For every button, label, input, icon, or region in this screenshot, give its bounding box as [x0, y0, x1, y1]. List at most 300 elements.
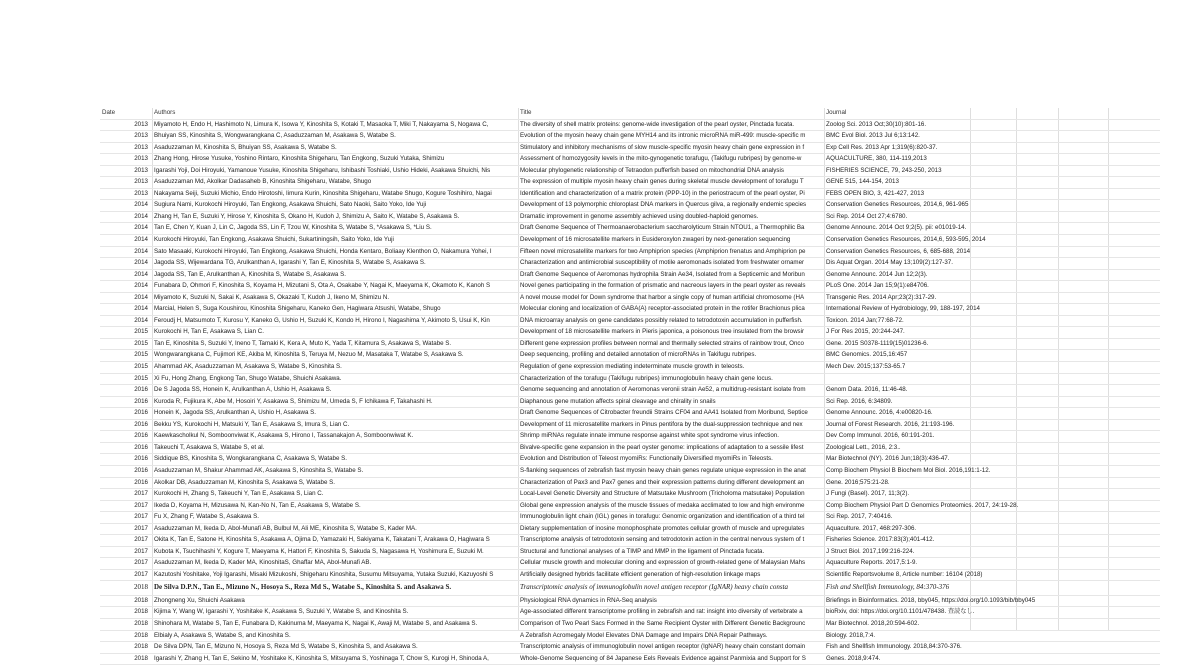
cell-journal[interactable]: Fisheries Science. 2017:83(3);401-412. [824, 535, 970, 547]
empty-cell[interactable] [1016, 281, 1058, 293]
cell-journal[interactable]: Aquaculture. 2017, 468:297-306. [824, 523, 970, 535]
cell-date[interactable]: 2016 [100, 385, 152, 397]
cell-authors[interactable]: Ahammad AK, Asaduzzaman M, Asakawa S, Watabe S, Kinoshita S. [152, 362, 518, 374]
empty-cell[interactable] [970, 546, 1016, 558]
empty-cell[interactable] [970, 477, 1016, 489]
empty-cell[interactable] [1108, 292, 1160, 304]
cell-title[interactable]: Characterization and antimicrobial susceptibility of motile aeromonads isolated from freshwater ornamer [518, 258, 824, 270]
empty-cell[interactable] [1016, 142, 1058, 154]
empty-cell[interactable] [1108, 246, 1160, 258]
cell-authors[interactable]: Tan E, Kinoshita S, Suzuki Y, Ineno T, Tamaki K, Kera A, Muto K, Yada T, Kitamura S, Asakawa S, Watabe S. [152, 338, 518, 350]
cell-journal[interactable]: Sci Rep. 2017, 7:40416. [824, 512, 970, 524]
empty-cell[interactable] [1108, 131, 1160, 143]
empty-cell[interactable] [1016, 177, 1058, 189]
empty-cell[interactable] [1016, 465, 1058, 477]
empty-cell[interactable] [970, 385, 1016, 397]
empty-cell[interactable] [970, 108, 1016, 119]
cell-date[interactable]: 2015 [100, 327, 152, 339]
empty-cell[interactable] [1058, 188, 1108, 200]
cell-date[interactable]: 2014 [100, 258, 152, 270]
cell-title[interactable]: Characterization of the torafugu (Takifugu rubripes) immunoglobulin heavy chain gene locus. [518, 373, 824, 385]
empty-cell[interactable] [1016, 619, 1058, 631]
empty-cell[interactable] [1016, 607, 1058, 619]
empty-cell[interactable] [1016, 642, 1058, 654]
cell-authors[interactable]: Kurokochi H, Zhang S, Takeuchi Y, Tan E, Asakawa S, Lian C. [152, 489, 518, 501]
empty-cell[interactable] [1016, 327, 1058, 339]
empty-cell[interactable] [1016, 385, 1058, 397]
cell-authors[interactable]: Xi Fu, Hong Zhang, Engkong Tan, Shugo Watabe, Shuichi Asakawa. [152, 373, 518, 385]
cell-journal[interactable]: Dev Comp Immunol. 2016, 60:191-201. [824, 431, 970, 443]
cell-title[interactable]: S-flanking sequences of zebrafish fast myosin heavy chain genes regulate unique expression in the anat [518, 465, 824, 477]
cell-title[interactable]: Artificially designed hybrids facilitate efficient generation of high-resolution linkage maps [518, 569, 824, 581]
cell-title[interactable]: Evolution and Distribution of Teleost myomiRs: Functionally Diversified myomiRs in Teleosts. [518, 454, 824, 466]
empty-cell[interactable] [970, 246, 1016, 258]
empty-cell[interactable] [1016, 315, 1058, 327]
empty-cell[interactable] [1016, 558, 1058, 570]
cell-journal[interactable]: BMC Genomics. 2015,16:457 [824, 350, 970, 362]
empty-cell[interactable] [970, 362, 1016, 374]
cell-title[interactable]: Stimulatory and inhibitory mechanisms of slow muscle-specific myosin heavy chain gene expression in f [518, 142, 824, 154]
cell-authors[interactable]: Miyamoto H, Endo H, Hashimoto N, Limura K, Isowa Y, Kinoshita S, Kotaki T, Masaoka T, Miki T, Nakayama S, Nogawa C, [152, 119, 518, 131]
cell-authors[interactable]: De S Jagoda SS, Honein K, Arulkanthan A, Ushio H, Asakawa S. [152, 385, 518, 397]
empty-cell[interactable] [1016, 454, 1058, 466]
cell-authors[interactable]: Asaduzzaman Md, Akolkar Dadasaheb B, Kinoshita Shigeharu, Watabe, Shugo [152, 177, 518, 189]
cell-authors[interactable]: De Silva D.P.N., Tan E., Mizuno N., Hosoya S., Reza Md S., Watabe S., Kinoshita S. and Asakawa S. [152, 581, 518, 596]
empty-cell[interactable] [1108, 315, 1160, 327]
cell-authors[interactable]: Asaduzzaman M, Ikeda D, Abol-Munafi AB, Bulbul M, Ali ME, Kinoshita S, Watabe S, Kader MA. [152, 523, 518, 535]
empty-cell[interactable] [1058, 630, 1108, 642]
cell-authors[interactable]: Ikeda D, Koyama H, Mizusawa N, Kan-No N, Tan E, Asakawa S, Watabe S. [152, 500, 518, 512]
cell-date[interactable]: 2016 [100, 419, 152, 431]
cell-date[interactable]: 2016 [100, 454, 152, 466]
header-authors[interactable]: Authors [152, 108, 518, 119]
cell-title[interactable]: Draft Genome Sequence of Aeromonas hydrophila Strain Ae34, Isolated from a Septicemic and Moribun [518, 269, 824, 281]
empty-cell[interactable] [1016, 362, 1058, 374]
cell-title[interactable]: Genome sequencing and annotation of Aeromonas veronii strain Ae52, a multidrug-resistant isolate from [518, 385, 824, 397]
cell-date[interactable]: 2016 [100, 408, 152, 420]
cell-title[interactable]: Cellular muscle growth and molecular cloning and expression of growth-related gene of Malaysian Mahs [518, 558, 824, 570]
empty-cell[interactable] [1058, 373, 1108, 385]
empty-cell[interactable] [1058, 362, 1108, 374]
empty-cell[interactable] [970, 327, 1016, 339]
cell-title[interactable]: Molecular phylogenetic relationship of Tetraodon pufferfish based on mitochondrial DNA analysis [518, 165, 824, 177]
cell-date[interactable]: 2016 [100, 442, 152, 454]
empty-cell[interactable] [1108, 512, 1160, 524]
cell-date[interactable]: 2014 [100, 304, 152, 316]
empty-cell[interactable] [1058, 569, 1108, 581]
cell-journal[interactable]: Genome Announc. 2014 Oct 9;2(5). pii: e01019-14. [824, 223, 970, 235]
empty-cell[interactable] [970, 211, 1016, 223]
empty-cell[interactable] [1108, 569, 1160, 581]
empty-cell[interactable] [1058, 211, 1108, 223]
cell-authors[interactable]: Zhang Hong, Hirose Yusuke, Yoshino Rintaro, Kinoshita Shigeharu, Tan Engkong, Suzuki Yutaka, Shimizu [152, 154, 518, 166]
cell-title[interactable]: Whole-Genome Sequencing of 84 Japanese Eels Reveals Evidence against Panmixia and Support for S [518, 653, 824, 665]
cell-date[interactable]: 2018 [100, 581, 152, 596]
cell-journal[interactable]: Genom Data. 2016, 11:46-48. [824, 385, 970, 397]
empty-cell[interactable] [1108, 165, 1160, 177]
cell-authors[interactable]: Bhuiyan SS, Kinoshita S, Wongwarangkana C, Asaduzzaman M, Asakawa S, Watabe S. [152, 131, 518, 143]
cell-journal[interactable]: Scientific Reportsvolume 8, Article number: 16104 (2018) [824, 569, 970, 581]
empty-cell[interactable] [1016, 292, 1058, 304]
empty-cell[interactable] [1058, 619, 1108, 631]
cell-date[interactable]: 2014 [100, 315, 152, 327]
empty-cell[interactable] [1058, 350, 1108, 362]
cell-journal[interactable]: J For Res 2015, 20:244-247. [824, 327, 970, 339]
empty-cell[interactable] [1058, 246, 1108, 258]
cell-authors[interactable]: Kurokochi H, Tan E, Asakawa S, Lian C. [152, 327, 518, 339]
empty-cell[interactable] [970, 154, 1016, 166]
cell-authors[interactable]: Feroudj H, Matsumoto T, Kurosu Y, Kaneko G, Ushio H, Suzuki K, Kondo H, Hirono I, Nagashima Y, Akimoto S, Usui K, Kin [152, 315, 518, 327]
cell-date[interactable]: 2014 [100, 269, 152, 281]
empty-cell[interactable] [970, 281, 1016, 293]
cell-title[interactable]: Regulation of gene expression mediating indeterminate muscle growth in teleosts. [518, 362, 824, 374]
empty-cell[interactable] [1058, 385, 1108, 397]
cell-journal[interactable]: Transgenic Res. 2014 Apr;23(2):317-29. [824, 292, 970, 304]
cell-journal[interactable]: Aquaculture Reports. 2017,5:1-9. [824, 558, 970, 570]
cell-title[interactable]: Diaphanous gene mutation affects spiral cleavage and chirality in snails [518, 396, 824, 408]
cell-date[interactable]: 2016 [100, 465, 152, 477]
empty-cell[interactable] [1058, 108, 1108, 119]
cell-authors[interactable]: Shinohara M, Watabe S, Tan E, Funabara D, Kakinuma M, Maeyama K, Nagai K, Awaji M, Watabe S, and Asakawa S. [152, 619, 518, 631]
cell-date[interactable]: 2013 [100, 142, 152, 154]
cell-date[interactable]: 2013 [100, 177, 152, 189]
empty-cell[interactable] [1016, 512, 1058, 524]
cell-authors[interactable]: Miyamoto K, Suzuki N, Sakai K, Asakawa S, Okazaki T, Kudoh J, Ikeno M, Shimizu N. [152, 292, 518, 304]
empty-cell[interactable] [1108, 431, 1160, 443]
empty-cell[interactable] [1108, 200, 1160, 212]
cell-title[interactable]: Bivalve-specific gene expansion in the pearl oyster genome: implications of adaptation to a sessile lifest [518, 442, 824, 454]
empty-cell[interactable] [970, 558, 1016, 570]
cell-journal[interactable]: FISHERIES SCIENCE, 79, 243-250, 2013 [824, 165, 970, 177]
empty-cell[interactable] [1016, 188, 1058, 200]
cell-journal[interactable]: International Review of Hydrobiology, 99, 188-197, 2014 [824, 304, 970, 316]
empty-cell[interactable] [1058, 500, 1108, 512]
cell-date[interactable]: 2017 [100, 489, 152, 501]
empty-cell[interactable] [970, 642, 1016, 654]
cell-journal[interactable]: Mar Biotechnol (NY). 2016 Jun;18(3):436-47. [824, 454, 970, 466]
empty-cell[interactable] [1058, 512, 1108, 524]
cell-authors[interactable]: De Silva DPN, Tan E, Mizuno N, Hosoya S, Reza Md S, Watabe S, Kinoshita S, and Asakawa S. [152, 642, 518, 654]
cell-authors[interactable]: Zhongneng Xu, Shuichi Asakawa [152, 595, 518, 607]
empty-cell[interactable] [970, 165, 1016, 177]
empty-cell[interactable] [1108, 500, 1160, 512]
empty-cell[interactable] [1058, 154, 1108, 166]
empty-cell[interactable] [1108, 258, 1160, 270]
empty-cell[interactable] [1108, 211, 1160, 223]
cell-authors[interactable]: Asaduzzaman M, Shakur Ahammad AK, Asakawa S, Kinoshita S, Watabe S. [152, 465, 518, 477]
empty-cell[interactable] [1058, 315, 1108, 327]
empty-cell[interactable] [970, 630, 1016, 642]
empty-cell[interactable] [1108, 362, 1160, 374]
empty-cell[interactable] [970, 619, 1016, 631]
cell-authors[interactable]: Igarashi Yoji, Doi Hiroyuki, Yamanoue Yusuke, Kinoshita Shigeharu, Ishibashi Toshiaki, Ushio Hideki, Asakawa Shuichi, Nis [152, 165, 518, 177]
empty-cell[interactable] [1016, 396, 1058, 408]
cell-title[interactable]: The expression of multiple myosin heavy chain genes during skeletal muscle development of torafugu T [518, 177, 824, 189]
empty-cell[interactable] [1058, 454, 1108, 466]
empty-cell[interactable] [970, 581, 1016, 596]
cell-date[interactable]: 2013 [100, 119, 152, 131]
empty-cell[interactable] [1108, 142, 1160, 154]
cell-title[interactable]: DNA microarray analysis on gene candidates possibly related to tetrodotoxin accumulation in pufferfish. [518, 315, 824, 327]
cell-title[interactable]: Development of 16 microsatellite markers in Eusideroxylon zwageri by next-generation sequencing [518, 235, 824, 247]
empty-cell[interactable] [970, 131, 1016, 143]
empty-cell[interactable] [1058, 642, 1108, 654]
empty-cell[interactable] [1058, 595, 1108, 607]
empty-cell[interactable] [970, 442, 1016, 454]
empty-cell[interactable] [1058, 119, 1108, 131]
empty-cell[interactable] [1058, 558, 1108, 570]
empty-cell[interactable] [1016, 581, 1058, 596]
cell-date[interactable]: 2018 [100, 642, 152, 654]
empty-cell[interactable] [1108, 419, 1160, 431]
empty-cell[interactable] [1058, 465, 1108, 477]
empty-cell[interactable] [970, 177, 1016, 189]
cell-journal[interactable]: Exp Cell Res. 2013 Apr 1;319(6):820-37. [824, 142, 970, 154]
cell-title[interactable]: A novel mouse model for Down syndrome that harbor a single copy of human artificial chromosome (HA [518, 292, 824, 304]
empty-cell[interactable] [1016, 223, 1058, 235]
cell-title[interactable]: Age-associated different transcriptome profiling in zebrafish and rat: insight into diversity of vertebrate a [518, 607, 824, 619]
cell-journal[interactable]: Zoological Lett., 2016, 2:3.. [824, 442, 970, 454]
cell-authors[interactable]: Jagoda SS, Wijewardana TG, Arulkanthan A, Igarashi Y, Tan E, Kinoshita S, Watabe S, Asakawa S. [152, 258, 518, 270]
cell-authors[interactable]: Nakayama Seiji, Suzuki Michio, Endo Hirotoshi, Iimura Kurin, Kinoshita Shigeharu, Watabe Shugo, Kogure Toshihiro, Nagai [152, 188, 518, 200]
cell-title[interactable]: Structural and functional analyses of a TIMP and MMP in the ligament of Pinctada fucata. [518, 546, 824, 558]
cell-journal[interactable]: Genes. 2018,9:474. [824, 653, 970, 665]
cell-journal[interactable]: Comp Biochem Physiol Part D Genomics Proteomics. 2017, 24:19-28. [824, 500, 970, 512]
cell-date[interactable]: 2014 [100, 281, 152, 293]
empty-cell[interactable] [1016, 200, 1058, 212]
empty-cell[interactable] [1108, 235, 1160, 247]
cell-date[interactable]: 2015 [100, 350, 152, 362]
cell-authors[interactable]: Takeuchi T, Asakawa S, Watabe S, et al. [152, 442, 518, 454]
empty-cell[interactable] [1016, 108, 1058, 119]
cell-date[interactable]: 2014 [100, 292, 152, 304]
cell-date[interactable]: 2013 [100, 154, 152, 166]
cell-date[interactable]: 2017 [100, 569, 152, 581]
empty-cell[interactable] [970, 396, 1016, 408]
empty-cell[interactable] [1058, 431, 1108, 443]
cell-title[interactable]: Transcriptome analysis of tetrodotoxin sensing and tetrodotoxin action in the central nervous system of t [518, 535, 824, 547]
empty-cell[interactable] [1108, 619, 1160, 631]
empty-cell[interactable] [1016, 489, 1058, 501]
cell-title[interactable]: Molecular cloning and localization of GABA(A) receptor-associated protein in the rotifer Brachionus plica [518, 304, 824, 316]
cell-authors[interactable]: Kaewkascholkul N, Somboonviwat K, Asakawa S, Hirono I, Tassanakajon A, Somboonwiwat K. [152, 431, 518, 443]
empty-cell[interactable] [1108, 581, 1160, 596]
cell-authors[interactable]: Kuroda R, Fujikura K, Abe M, Hosoiri Y, Asakawa S, Shimizu M, Umeda S, F Ichikawa F, Takahashi H. [152, 396, 518, 408]
empty-cell[interactable] [970, 292, 1016, 304]
empty-cell[interactable] [970, 188, 1016, 200]
cell-title[interactable]: Draft Genome Sequences of Citrobacter freundii Strains CF04 and AA41 Isolated from Moribund, Septice [518, 408, 824, 420]
empty-cell[interactable] [1016, 131, 1058, 143]
empty-cell[interactable] [970, 223, 1016, 235]
cell-date[interactable]: 2014 [100, 200, 152, 212]
cell-journal[interactable]: Sci Rep. 2014 Oct 27;4:6780. [824, 211, 970, 223]
empty-cell[interactable] [1108, 454, 1160, 466]
empty-cell[interactable] [1058, 489, 1108, 501]
header-title[interactable]: Title [518, 108, 824, 119]
empty-cell[interactable] [1016, 119, 1058, 131]
cell-title[interactable]: Transcriptomic analysis of immunoglobulin novel antigen receptor (IgNAR) heavy chain consta [518, 581, 824, 596]
empty-cell[interactable] [1108, 350, 1160, 362]
empty-cell[interactable] [970, 315, 1016, 327]
cell-authors[interactable]: Akolkar DB, Asaduzzaman M, Kinoshita S, Asakawa S, Watabe S. [152, 477, 518, 489]
cell-authors[interactable]: Sato Masaaki, Kurokochi Hiroyuki, Tan Engkong, Asakawa Shuichi, Honda Kentaro, Boliaay Klenthon O, Nakamura Yohei, I [152, 246, 518, 258]
cell-date[interactable]: 2018 [100, 595, 152, 607]
empty-cell[interactable] [1016, 523, 1058, 535]
cell-date[interactable]: 2015 [100, 338, 152, 350]
cell-authors[interactable]: Asaduzzaman M, Kinoshita S, Bhuiyan SS, Asakawa S, Watabe S. [152, 142, 518, 154]
empty-cell[interactable] [970, 431, 1016, 443]
cell-title[interactable]: Different gene expression profiles between normal and thermally selected strains of rainbow trout, Onco [518, 338, 824, 350]
cell-journal[interactable]: GENE 515, 144-154, 2013 [824, 177, 970, 189]
cell-date[interactable]: 2018 [100, 630, 152, 642]
cell-authors[interactable]: Igarashi Y, Zhang H, Tan E, Sekino M, Yoshitake K, Kinoshita S, Mitsuyama S, Yoshinaga T, Chow S, Kurogi H, Shinoda A, [152, 653, 518, 665]
cell-date[interactable]: 2017 [100, 558, 152, 570]
cell-title[interactable]: Development of 11 microsatellite markers in Pinus pentifora by the dual-suppression technique and nex [518, 419, 824, 431]
empty-cell[interactable] [1016, 235, 1058, 247]
empty-cell[interactable] [1016, 373, 1058, 385]
empty-cell[interactable] [1016, 350, 1058, 362]
cell-journal[interactable]: Zoolog Sci. 2013 Oct;30(10):801-16. [824, 119, 970, 131]
cell-journal[interactable]: Briefings in Bioinformatics. 2018, bby045, https://doi.org/10.1093/bib/bby045 [824, 595, 970, 607]
empty-cell[interactable] [1016, 569, 1058, 581]
empty-cell[interactable] [1016, 546, 1058, 558]
cell-authors[interactable]: Zhang H, Tan E, Suzuki Y, Hirose Y, Kinoshita S, Okano H, Kudoh J, Shimizu A, Saito K, Watabe S, Asakawa S. [152, 211, 518, 223]
empty-cell[interactable] [970, 408, 1016, 420]
empty-cell[interactable] [1058, 177, 1108, 189]
empty-cell[interactable] [1058, 200, 1108, 212]
cell-date[interactable]: 2016 [100, 477, 152, 489]
empty-cell[interactable] [1016, 269, 1058, 281]
empty-cell[interactable] [1058, 546, 1108, 558]
empty-cell[interactable] [1108, 373, 1160, 385]
empty-cell[interactable] [1108, 595, 1160, 607]
cell-authors[interactable]: Tan E, Chen Y, Kuan J, Lin C, Jagoda SS, Lin F, Tzou W, Kinoshita S, Watabe S, *Asakawa S, *Liu S. [152, 223, 518, 235]
cell-authors[interactable]: Jagoda SS, Tan E, Arulkanthan A, Kinoshita S, Watabe S, Asakawa S. [152, 269, 518, 281]
cell-journal[interactable]: Gene. 2015 S0378-1119(15)01236-6. [824, 338, 970, 350]
empty-cell[interactable] [1108, 385, 1160, 397]
cell-journal[interactable]: Conservation Genetics Resources, 6, 685-688, 2014 [824, 246, 970, 258]
header-journal[interactable]: Journal [824, 108, 970, 119]
empty-cell[interactable] [1108, 108, 1160, 119]
cell-journal[interactable]: Conservation Genetics Resources, 2014,6, 593-595, 2014 [824, 235, 970, 247]
cell-authors[interactable]: Honein K, Jagoda SS, Arulkanthan A, Ushio H, Asakawa S. [152, 408, 518, 420]
cell-title[interactable]: Characterization of Pax3 and Pax7 genes and their expression patterns during different development an [518, 477, 824, 489]
empty-cell[interactable] [1058, 581, 1108, 596]
empty-cell[interactable] [1016, 442, 1058, 454]
empty-cell[interactable] [1058, 281, 1108, 293]
empty-cell[interactable] [1058, 304, 1108, 316]
cell-date[interactable]: 2017 [100, 535, 152, 547]
empty-cell[interactable] [1058, 396, 1108, 408]
cell-journal[interactable]: bioRxiv, doi: https://doi.org/10.1101/478438. 査読なし. [824, 607, 970, 619]
empty-cell[interactable] [1058, 653, 1108, 665]
cell-authors[interactable]: Sugiura Nami, Kurokochi Hiroyuki, Tan Engkong, Asakawa Shuichi, Sato Naoki, Saito Yoko, Ide Yuji [152, 200, 518, 212]
cell-title[interactable]: Physiological RNA dynamics in RNA-Seq analysis [518, 595, 824, 607]
empty-cell[interactable] [1108, 119, 1160, 131]
cell-title[interactable]: Assessment of homozygosity levels in the mito-gynogenetic torafugu, (Takifugu rubripes) by genome-w [518, 154, 824, 166]
cell-title[interactable]: Local-Level Genetic Diversity and Structure of Matsutake Mushroom (Tricholoma matsutake) Population [518, 489, 824, 501]
empty-cell[interactable] [1108, 188, 1160, 200]
empty-cell[interactable] [970, 338, 1016, 350]
empty-cell[interactable] [1058, 477, 1108, 489]
cell-date[interactable]: 2017 [100, 512, 152, 524]
cell-authors[interactable]: Wongwarangkana C, Fujimori KE, Akiba M, Kinoshita S, Teruya M, Nezuo M, Masataka T, Watabe S, Asakawa S. [152, 350, 518, 362]
cell-title[interactable]: A Zebrafish Acromegaly Model Elevates DNA Damage and Impairs DNA Repair Pathways. [518, 630, 824, 642]
empty-cell[interactable] [1058, 327, 1108, 339]
cell-journal[interactable]: Dis Aquat Organ. 2014 May 13;109(2):127-37. [824, 258, 970, 270]
cell-journal[interactable]: AQUACULTURE, 380, 114-119,2013 [824, 154, 970, 166]
cell-authors[interactable]: Fu X, Zhang F, Watabe S, Asakawa S. [152, 512, 518, 524]
cell-date[interactable]: 2015 [100, 373, 152, 385]
empty-cell[interactable] [1058, 523, 1108, 535]
empty-cell[interactable] [970, 350, 1016, 362]
empty-cell[interactable] [1108, 607, 1160, 619]
cell-title[interactable]: Global gene expression analysis of the muscle tissues of medaka acclimated to low and high environme [518, 500, 824, 512]
cell-authors[interactable]: Siddique BS, Kinoshita S, Wongkarangkana C, Asakawa S, Watabe S. [152, 454, 518, 466]
cell-authors[interactable]: Okita K, Tan E, Satone H, Kinoshita S, Asakawa A, Ojima D, Yamazaki H, Sakiyama K, Takatani T, Arakawa O, Hagiwara S [152, 535, 518, 547]
cell-date[interactable]: 2016 [100, 431, 152, 443]
empty-cell[interactable] [970, 119, 1016, 131]
cell-journal[interactable]: Journal of Forest Research. 2016, 21:193-196. [824, 419, 970, 431]
empty-cell[interactable] [1108, 489, 1160, 501]
empty-cell[interactable] [1016, 431, 1058, 443]
empty-cell[interactable] [1108, 177, 1160, 189]
empty-cell[interactable] [970, 523, 1016, 535]
cell-date[interactable]: 2018 [100, 653, 152, 665]
cell-title[interactable]: Draft Genome Sequence of Thermoanaerobacterium saccharolyticum Strain NTOU1, a Thermophilic Ba [518, 223, 824, 235]
cell-title[interactable]: Shrimp miRNAs regulate innate immune response against white spot syndrome virus infection. [518, 431, 824, 443]
cell-date[interactable]: 2013 [100, 131, 152, 143]
cell-journal[interactable]: Sci Rep. 2016, 6:34809. [824, 396, 970, 408]
empty-cell[interactable] [1108, 642, 1160, 654]
empty-cell[interactable] [1108, 546, 1160, 558]
cell-journal[interactable]: Genome Announc. 2014 Jun 12;2(3). [824, 269, 970, 281]
empty-cell[interactable] [1108, 535, 1160, 547]
cell-journal[interactable]: Mech Dev. 2015;137:53-65.7 [824, 362, 970, 374]
empty-cell[interactable] [970, 373, 1016, 385]
empty-cell[interactable] [1058, 223, 1108, 235]
cell-journal[interactable]: Conservation Genetics Resources, 2014,6, 961-965 [824, 200, 970, 212]
empty-cell[interactable] [1016, 535, 1058, 547]
cell-journal[interactable]: BMC Evol Biol. 2013 Jul 6;13:142. [824, 131, 970, 143]
cell-title[interactable]: Identification and characterization of a matrix protein (PPP-10) in the periostracum of the pearl oyster, Pi [518, 188, 824, 200]
empty-cell[interactable] [1058, 535, 1108, 547]
empty-cell[interactable] [1108, 558, 1160, 570]
cell-date[interactable]: 2017 [100, 523, 152, 535]
empty-cell[interactable] [1016, 408, 1058, 420]
empty-cell[interactable] [1058, 235, 1108, 247]
cell-date[interactable]: 2013 [100, 188, 152, 200]
cell-journal[interactable]: Fish and Shellfish Immunology, 84:370-376 [824, 581, 970, 596]
cell-title[interactable]: Dramatic improvement in genome assembly achieved using doubled-haploid genomes. [518, 211, 824, 223]
empty-cell[interactable] [970, 607, 1016, 619]
cell-authors[interactable]: Marcial, Helen S, Suga Koushirou, Kinoshita Shigeharu, Kaneko Gen, Hagiwara Atsushi, Watabe, Shugo [152, 304, 518, 316]
empty-cell[interactable] [970, 258, 1016, 270]
empty-cell[interactable] [1058, 419, 1108, 431]
empty-cell[interactable] [1058, 292, 1108, 304]
cell-title[interactable]: Evolution of the myosin heavy chain gene MYH14 and its intronic microRNA miR-499: muscle-specific m [518, 131, 824, 143]
empty-cell[interactable] [1016, 246, 1058, 258]
empty-cell[interactable] [1108, 653, 1160, 665]
empty-cell[interactable] [1058, 338, 1108, 350]
cell-title[interactable]: Development of 13 polymorphic chloroplast DNA markers in Quercus gilva, a regionally endemic species [518, 200, 824, 212]
empty-cell[interactable] [1108, 477, 1160, 489]
empty-cell[interactable] [1016, 258, 1058, 270]
empty-cell[interactable] [1016, 419, 1058, 431]
cell-title[interactable]: Immunoglobulin light chain (IGL) genes in torafugu: Genomic organization and identification of a third tel [518, 512, 824, 524]
header-date[interactable]: Date [100, 108, 152, 119]
cell-journal[interactable]: Biology. 2018,7:4. [824, 630, 970, 642]
